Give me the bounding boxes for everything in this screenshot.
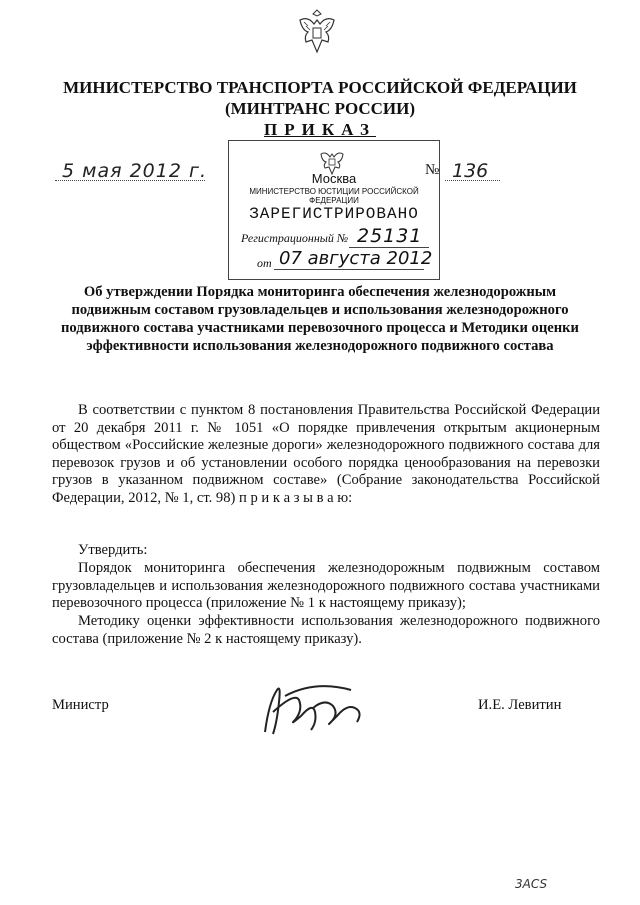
number-underline: [445, 180, 500, 181]
stamp-ministry: МИНИСТЕРСТВО ЮСТИЦИИ РОССИЙСКОЙ ФЕДЕРАЦИИ: [249, 187, 419, 205]
order-number: 136: [452, 160, 489, 182]
order-title: ПРИКАЗ: [264, 120, 376, 139]
ministry-name: МИНИСТЕРСТВО ТРАНСПОРТА РОССИЙСКОЙ ФЕДЕРАЦИИ: [63, 78, 577, 97]
stamp-date: 07 августа 2012: [279, 248, 433, 269]
preamble-paragraph: В соответствии с пунктом 8 постановления Правительства Российской Федерации от 20 декабря 2011 г. № 1051 «О порядке привлечения открытым акционерным обществом «Российские железные дороги» железнодорожного подвижного состава для перевозок грузов и об установлении особого порядка ценообразования на перевозки грузов в указанном подвижном составе» (Собрание законодательства Российской Федерации, 2012, № 1, ст. 98) п р и к а з ы в а ю:: [52, 402, 600, 506]
coat-of-arms-emblem: [294, 6, 340, 58]
order-subject: Об утверждении Порядка мониторинга обеспечения железнодорожным подвижным составом грузовладельцев и использования железнодорожного подвижного состава участниками перевозочного процесса и Методики оценки эффективности использования железнодорожного подвижного состава: [61, 284, 579, 354]
approved-item-2: Методику оценки эффективности использования железнодорожного подвижного состава (приложение № 2 к настоящему приказу).: [52, 613, 600, 647]
stamp-from-label: от: [257, 256, 272, 270]
approve-heading: Утвердить:: [78, 542, 148, 558]
stamp-reg-number: 25131: [357, 225, 423, 247]
approved-item-1: Порядок мониторинга обеспечения железнодорожным подвижным составом грузовладельцев и использования железнодорожного подвижного состава участниками перевозочного процесса (приложение № 1 к настоящему приказу);: [52, 560, 600, 611]
order-date: 5 мая 2012 г.: [62, 160, 207, 182]
stamp-registered: ЗАРЕГИСТРИРОВАНО: [249, 205, 419, 223]
stamp-city: Москва: [311, 171, 357, 186]
handwritten-signature: [255, 672, 375, 742]
order-number-label: №: [425, 162, 440, 178]
ministry-short-name: (МИНТРАНС РОССИИ): [224, 99, 416, 118]
registration-stamp: [228, 140, 440, 280]
stamp-date-underline: [274, 269, 424, 270]
date-underline: [55, 180, 205, 181]
corner-mark: 3ACS: [515, 877, 548, 891]
signatory-name: И.Е. Левитин: [478, 697, 562, 713]
stamp-reg-label: Регистрационный №: [241, 231, 349, 245]
signatory-title: Министр: [52, 697, 109, 713]
